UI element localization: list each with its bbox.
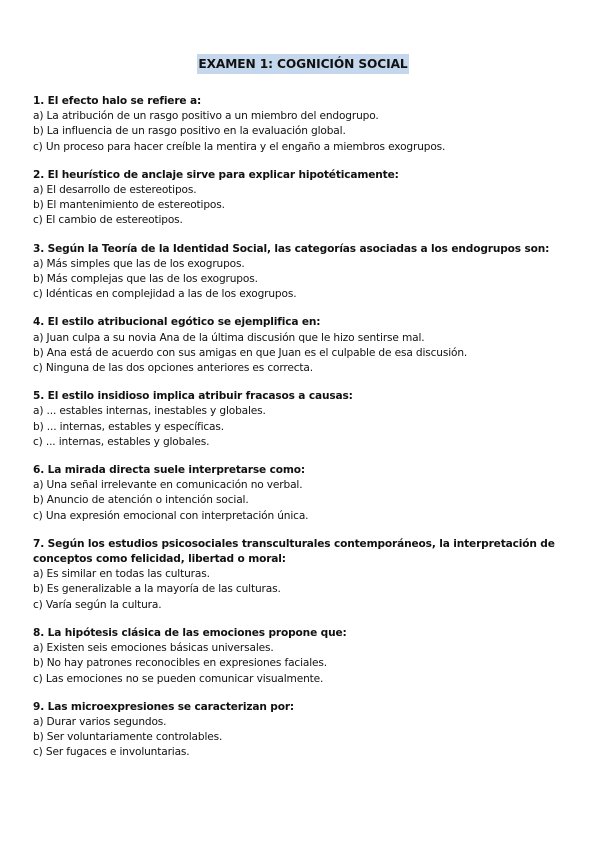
option-b: b) Anuncio de atención o intención social.: [33, 494, 249, 507]
option-c: c) ... internas, estables y globales.: [33, 435, 210, 448]
option-c: c) Las emociones no se pueden comunicar visualmente.: [33, 672, 324, 685]
question-4: [33, 315, 573, 376]
question-stem: 8. La hipótesis clásica de las emociones propone que:: [33, 626, 347, 639]
option-a: a) Una señal irrelevante en comunicación no verbal.: [33, 479, 303, 492]
question-stem: 2. El heurístico de anclaje sirve para explicar hipotéticamente:: [33, 168, 399, 181]
question-1: [33, 94, 573, 155]
option-b: b) Es generalizable a la mayoría de las culturas.: [33, 583, 281, 596]
option-c: c) Un proceso para hacer creíble la mentira y el engaño a miembros exogrupos.: [33, 140, 446, 153]
option-b: b) Ana está de acuerdo con sus amigas en que Juan es el culpable de esa discusión.: [33, 346, 468, 359]
option-a: a) Más simples que las de los exogrupos.: [33, 257, 245, 270]
title-wrap: [33, 53, 573, 74]
option-c: c) Una expresión emocional con interpretación única.: [33, 509, 309, 522]
option-c: c) Ser fugaces e involuntarias.: [33, 746, 190, 759]
question-stem: 4. El estilo atribucional egótico se ejemplifica en:: [33, 316, 321, 329]
question-list: [33, 94, 573, 761]
question-5: [33, 389, 573, 450]
option-c: c) Varía según la cultura.: [33, 598, 162, 611]
question-stem: 6. La mirada directa suele interpretarse como:: [33, 464, 305, 477]
option-b: b) Más complejas que las de los exogrupos.: [33, 273, 258, 286]
option-b: b) ... internas, estables y específicas.: [33, 420, 224, 433]
option-c: c) El cambio de estereotipos.: [33, 214, 183, 227]
question-stem: 9. Las microexpresiones se caracterizan por:: [33, 700, 295, 713]
question-7: [33, 537, 573, 613]
option-a: a) Existen seis emociones básicas universales.: [33, 642, 274, 655]
option-a: a) Juan culpa a su novia Ana de la última discusión que le hizo sentirse mal.: [33, 331, 425, 344]
option-a: a) Es similar en todas las culturas.: [33, 568, 210, 581]
question-9: [33, 700, 573, 761]
option-b: b) El mantenimiento de estereotipos.: [33, 199, 225, 212]
option-b: b) No hay patrones reconocibles en expresiones faciales.: [33, 657, 327, 670]
option-c: c) Ninguna de las dos opciones anteriores es correcta.: [33, 362, 313, 375]
question-2: [33, 168, 573, 229]
exam-page: [33, 53, 573, 774]
question-8: [33, 626, 573, 687]
option-c: c) Idénticas en complejidad a las de los exogrupos.: [33, 288, 297, 301]
option-b: b) La influencia de un rasgo positivo en la evaluación global.: [33, 125, 346, 138]
question-stem: 1. El efecto halo se refiere a:: [33, 95, 202, 107]
option-a: a) Durar varios segundos.: [33, 715, 167, 728]
question-3: [33, 242, 573, 303]
option-a: a) La atribución de un rasgo positivo a un miembro del endogrupo.: [33, 110, 379, 123]
question-stem: 3. Según la Teoría de la Identidad Social, las categorías asociadas a los endogrupos son:: [33, 242, 550, 255]
question-stem: 7. Según los estudios psicosociales transculturales contemporáneos, la interpretación de conceptos como felicidad, libertad o moral:: [33, 537, 555, 566]
question-6: [33, 463, 573, 524]
question-stem: 5. El estilo insidioso implica atribuir fracasos a causas:: [33, 390, 353, 403]
option-a: a) ... estables internas, inestables y globales.: [33, 405, 266, 418]
page-title: EXAMEN 1: COGNICIÓN SOCIAL: [197, 54, 408, 74]
option-a: a) El desarrollo de estereotipos.: [33, 184, 197, 197]
option-b: b) Ser voluntariamente controlables.: [33, 731, 223, 744]
